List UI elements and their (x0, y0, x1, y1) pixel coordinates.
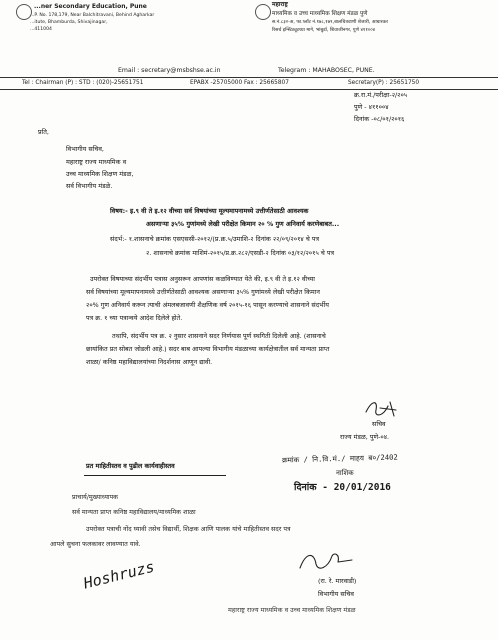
paragraph-2-line-1: तथापि, संदर्भीय पत्र क्र. २ नुसार शासनाने सदर निर्णयास पूर्ण स्थगिती दिलेली आहे. (शासनाचे (112, 332, 326, 340)
letterhead-marathi-line-4: रिसर्च इन्स्टिट्यूटच्या मागे, भांबुर्डा, शिवाजीनगर, पुणे ४११००४ (272, 28, 376, 33)
secretary-office: राज्य मंडळ, पुणे-०४. (340, 433, 390, 441)
subject-line-1: विषय:- इ.९ वी ते इ.१२ वीच्या सर्व विषयांच्या मूल्यमापनामध्ये उत्तीर्णतेसाठी आवश्यक (110, 207, 309, 215)
deputy-title: विभागीय सचिव (318, 590, 354, 598)
letterhead-marathi-line-2: माध्यमिक व उच्च माध्यमिक शिक्षण मंडळ पुणे (272, 11, 368, 17)
letterhead-secretary-phone: Secretary(P) : 25651750 (348, 80, 420, 86)
recipient-line-4: सर्व विभागीय मंडळे. (66, 182, 113, 190)
handwritten-note: Hoshruzs (81, 557, 157, 593)
reference-city: पुणे - ४११००४ (354, 103, 389, 111)
paragraph-2-line-2: छायांकित प्रत सोबत जोडली आहे.) सदर बाब आपल्या विभागीय मंडळाच्या कार्यक्षेत्रातील सर्व मान्यता प्राप्त (86, 345, 330, 353)
recipient-line-1: विभागीय सचिव, (66, 145, 104, 153)
deputy-footer: महाराष्ट्र राज्य माध्यमिक व उच्च माध्यमिक शिक्षण मंडळ (228, 606, 356, 614)
recipient-salutation: प्रति, (38, 128, 49, 136)
letterhead-rule-top (0, 77, 498, 78)
paragraph-1-line-3: २०% गुण अनिवार्य करून त्याची अंमलबजावणी शैक्षणिक वर्ष २०१५-१६ पासून करण्याचे शासनाने संदर्भीय (86, 301, 329, 309)
copy-heading: प्रत माहितीस्तव व पुढील कार्यवाहीस्तव (86, 462, 175, 470)
paragraph-1-line-2: सर्व विषयांच्या मूल्यमापनामध्ये उत्तीर्णतेसाठी आवश्यक असणाऱ्या ३५% गुणांमध्ये लेखी परीक्षेत किमान (86, 288, 320, 296)
paragraph-1-line-1: उपरोक्त विषयाच्या संदर्भीय पत्रास अनुसरून आपणांस कळविण्यात येते की, इ.९ वी ते इ.१२ वीच्या (90, 275, 315, 283)
letterhead-chairman-phone: Tel : Chairman (P) : STD : (020)-25651751 (22, 80, 144, 86)
inward-stamp-place: नाशिक (336, 469, 354, 477)
letterhead-right-emblem (255, 4, 271, 20)
copy-line-3: उपरोक्त पत्राची नोंद घ्यावी तसेच विद्यार्थी, शिक्षक आणि पालक यांचे माहितीस्तव सदर पत्र (86, 525, 291, 533)
letterhead-rule-bottom (0, 89, 498, 90)
paragraph-1-line-4: पत्र क्र. १ च्या पत्रान्वये आदेश दिलेले होते. (86, 314, 183, 322)
letterhead-telegram: Telegram : MAHABOSEC, PUNE. (278, 67, 375, 74)
inward-stamp-date: दिनांक - 20/01/2016 (294, 482, 391, 493)
letterhead-marathi-line-3: स.नं.८३२-अ, फा.प्लॉट नं.१७८,१७९,बालचित्रवाणी शेजारी, आघारकर (272, 20, 389, 25)
reference-date: दिनांक -०८/०१/२०१६ (354, 115, 405, 123)
letterhead-marathi-line-1: महाराष्ट्र (272, 1, 288, 8)
letterhead-email: Email : secretary@msbshse.ac.in (118, 67, 221, 74)
copy-line-1: प्राचार्य/मुख्याध्यापक (72, 493, 119, 501)
subject-reference-2: २. शासनाचे क्रमांक माशिमं-२०१५/प्र.क्र.२८२/एसडी-२ दिनांक ०३/१२/२०१५ चे पत्र (146, 249, 335, 257)
letterhead-english-line-3: ...itute, Bhamburda, Shivajinagar, (30, 20, 108, 25)
copy-heading-underline (84, 475, 226, 476)
copy-line-2: सर्व मान्यता प्राप्त कनिष्ठ महाविद्यालय/माध्यमिक शाळा (72, 508, 196, 516)
letterhead-english-line-1: ...ner Secondary Education, Pune (34, 3, 147, 10)
recipient-line-3: उच्च माध्यमिक शिक्षण मंडळ, (66, 170, 134, 178)
reference-number: क्र.रा.मं./परीक्षा-२/२०५ (354, 91, 408, 99)
paragraph-2-line-3: शाळा/ कनिष्ठ महाविद्यालयांच्या निदर्शनास आणून द्यावी. (86, 358, 213, 366)
copy-line-4: आपले सुचना फलकावर लावण्यात यावे. (50, 540, 141, 548)
letterhead-english-line-4: ...411004 (30, 27, 52, 32)
secretary-title: सचिव (372, 420, 386, 428)
letterhead-epabx-fax: EPABX -25705000 Fax : 25665807 (190, 80, 289, 86)
secretary-signature (360, 398, 400, 420)
inward-stamp-number: क्रमांक / नि.वि.मं./ माहय ब०/2402 (281, 452, 398, 465)
subject-line-2: असणाऱ्या ३५% गुणांमध्ये लेखी परीक्षेत किमान २० % गुण अनिवार्य करणेबाबत... (146, 220, 340, 228)
deputy-signature (296, 548, 356, 574)
subject-reference-1: संदर्भ:- १.शासनाचे क्रमांक एसएससी-२०१२/(प्र.क्र.५/उमाशि-२ दिनांक २२/०९/२०१४ चे पत्र (110, 235, 319, 243)
recipient-line-2: महाराष्ट्र राज्य माध्यमिक व (66, 158, 127, 166)
letterhead-english-line-2: ...P. No. 178,179, Near Balchitravani, Behind Agharkar (30, 13, 155, 18)
deputy-name: (रा. रे. मारवाडी) (318, 577, 357, 585)
